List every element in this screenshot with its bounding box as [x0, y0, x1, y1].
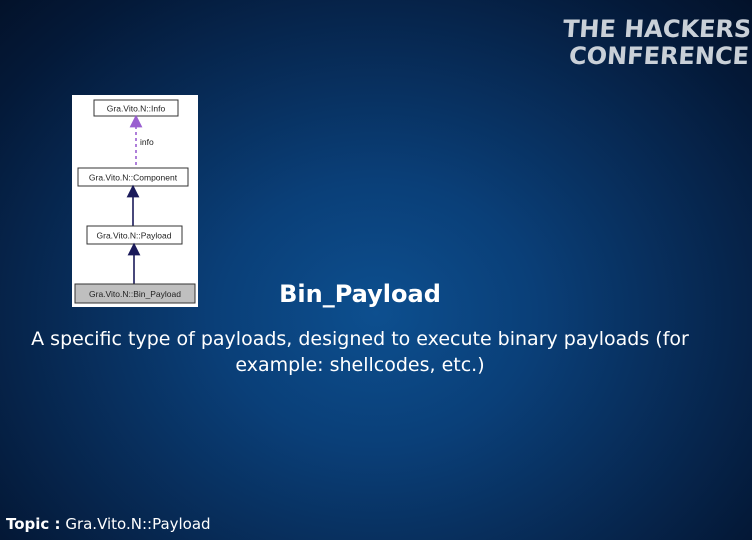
slide-title-text: Bin_Payload [279, 280, 441, 308]
topic-value: Gra.Vito.N::Payload [65, 515, 211, 533]
diagram-node-component-label: Gra.Vito.N::Component [88, 172, 178, 183]
topic-label: Topic : [6, 515, 61, 533]
slide-title [0, 280, 720, 308]
slide-description: A specific type of payloads, designed to execute binary payloads (for example: shellcodes, etc.) [31, 328, 689, 376]
logo-line-1: THE HACKERS [562, 15, 752, 43]
logo-line-2: CONFERENCE [568, 42, 750, 70]
diagram-node-info-label: Gra.Vito.N::Info [106, 103, 166, 114]
class-hierarchy-diagram [72, 95, 198, 307]
diagram-node-payload-label: Gra.Vito.N::Payload [96, 230, 172, 241]
diagram-edge-label: info [140, 137, 154, 147]
footer-topic [6, 515, 211, 533]
conference-logo [560, 15, 752, 70]
diagram-node-bin-payload-label: Gra.Vito.N::Bin_Payload [89, 289, 181, 299]
